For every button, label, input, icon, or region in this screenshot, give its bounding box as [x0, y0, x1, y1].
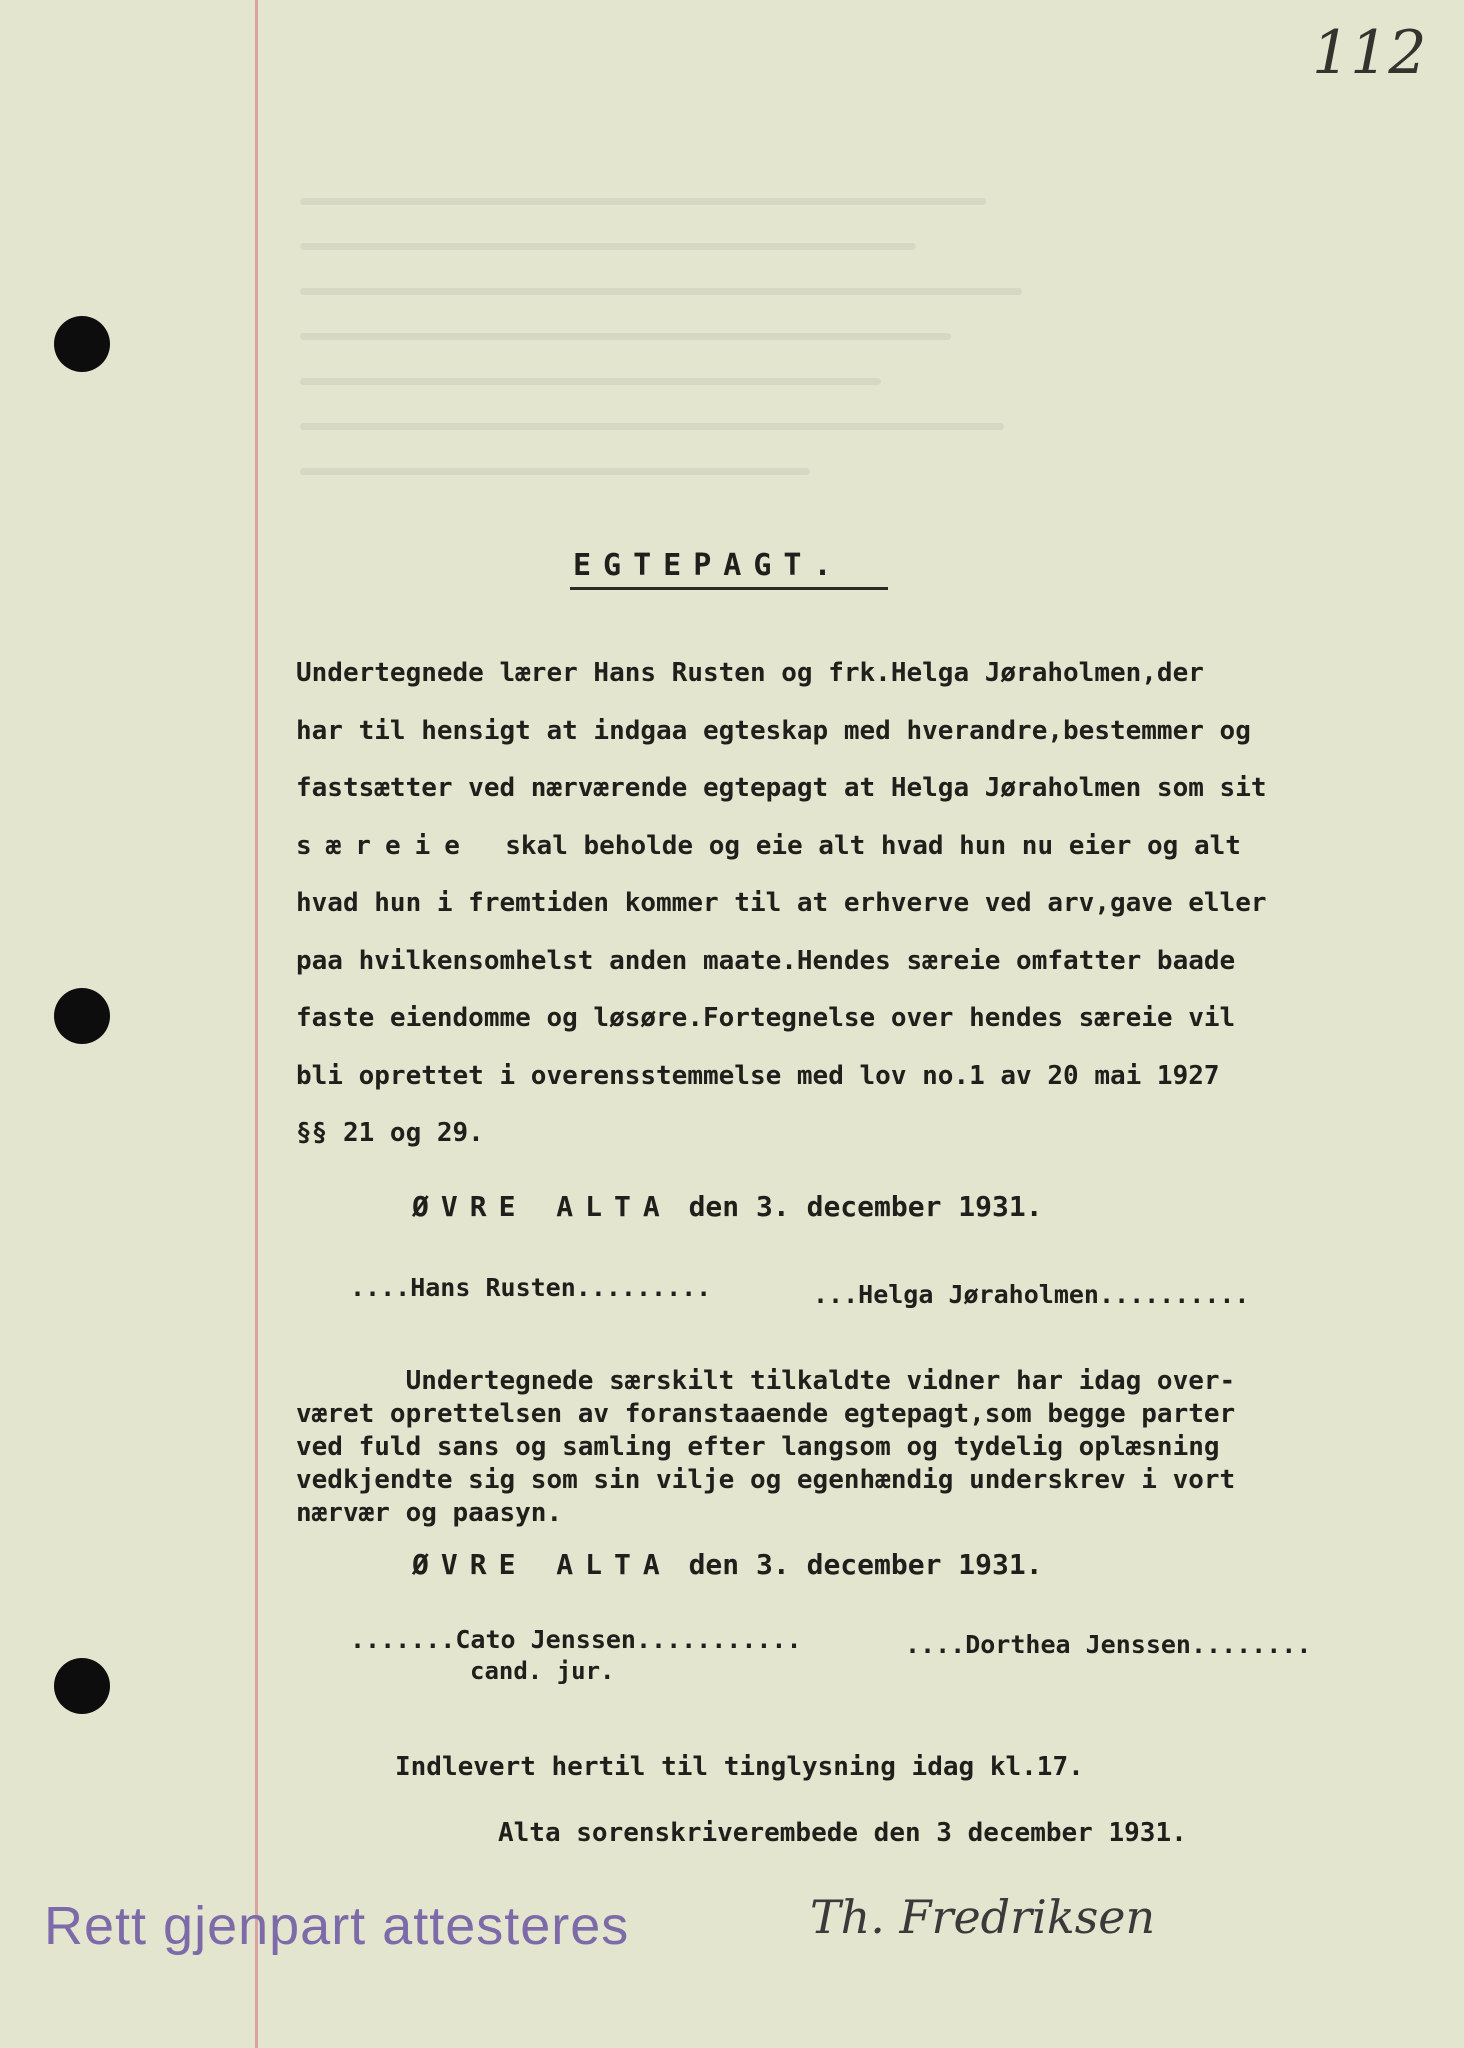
- witness-line: Undertegnede særskilt tilkaldte vidner har idag over-: [296, 1366, 1236, 1396]
- witness-title: cand. jur.: [470, 1657, 615, 1685]
- body-line: fastsætter ved nærværende egtepagt at Helga Jøraholmen som sit: [296, 773, 1267, 803]
- witness-line: nærvær og paasyn.: [296, 1498, 563, 1528]
- office-note: Alta sorenskriverembede den 3 december 1931.: [498, 1818, 1187, 1848]
- handwritten-signature: Th. Fredriksen: [810, 1890, 1156, 1944]
- registration-note: Indlevert hertil til tinglysning idag kl.17.: [395, 1752, 1084, 1782]
- signature-line-right: ...Helga Jøraholmen..........: [813, 1280, 1250, 1309]
- punch-hole-top: [54, 316, 110, 372]
- punch-hole-middle: [54, 988, 110, 1044]
- place-date-2: ØVRE ALTA den 3. december 1931.: [412, 1548, 1043, 1581]
- margin-rule: [255, 0, 258, 2048]
- page-number: 112: [1312, 18, 1427, 88]
- body-line: faste eiendomme og løsøre.Fortegnelse over hendes særeie vil: [296, 1003, 1236, 1033]
- body-line: hvad hun i fremtiden kommer til at erhverve ved arv,gave eller: [296, 888, 1267, 918]
- bleed-through-text: [300, 160, 1180, 490]
- body-line: bli oprettet i overensstemmelse med lov no.1 av 20 mai 1927: [296, 1060, 1220, 1091]
- place-date-1: ØVRE ALTA den 3. december 1931.: [412, 1190, 1043, 1223]
- contract-body: [296, 645, 1381, 1163]
- body-line: har til hensigt at indgaa egteskap med hverandre,bestemmer og: [296, 715, 1251, 746]
- body-line: Undertegnede lærer Hans Rusten og frk.Helga Jøraholmen,der: [296, 658, 1204, 688]
- document-title: EGTEPAGT.: [573, 548, 844, 583]
- witness-signature-right: ....Dorthea Jenssen........: [905, 1630, 1312, 1659]
- signature-line-left: ....Hans Rusten.........: [350, 1273, 712, 1302]
- witness-signature-left: .......Cato Jenssen...........: [350, 1625, 802, 1654]
- body-line: særeie skal beholde og eie alt hvad hun nu eier og alt: [296, 830, 1241, 861]
- punch-hole-bottom: [54, 1658, 110, 1714]
- witness-statement: [296, 1365, 1396, 1530]
- witness-line: været oprettelsen av foranstaaende egtepagt,som begge parter: [296, 1399, 1236, 1429]
- title-underline: [570, 587, 888, 590]
- certification-stamp: Rett gjenpart attesteres: [44, 1896, 630, 1956]
- witness-line: vedkjendte sig som sin vilje og egenhændig underskrev i vort: [296, 1465, 1236, 1495]
- witness-line: ved fuld sans og samling efter langsom og tydelig oplæsning: [296, 1432, 1220, 1462]
- body-line: §§ 21 og 29.: [296, 1118, 484, 1148]
- spaced-word: særeie: [296, 830, 474, 861]
- body-line: paa hvilkensomhelst anden maate.Hendes særeie omfatter baade: [296, 945, 1236, 976]
